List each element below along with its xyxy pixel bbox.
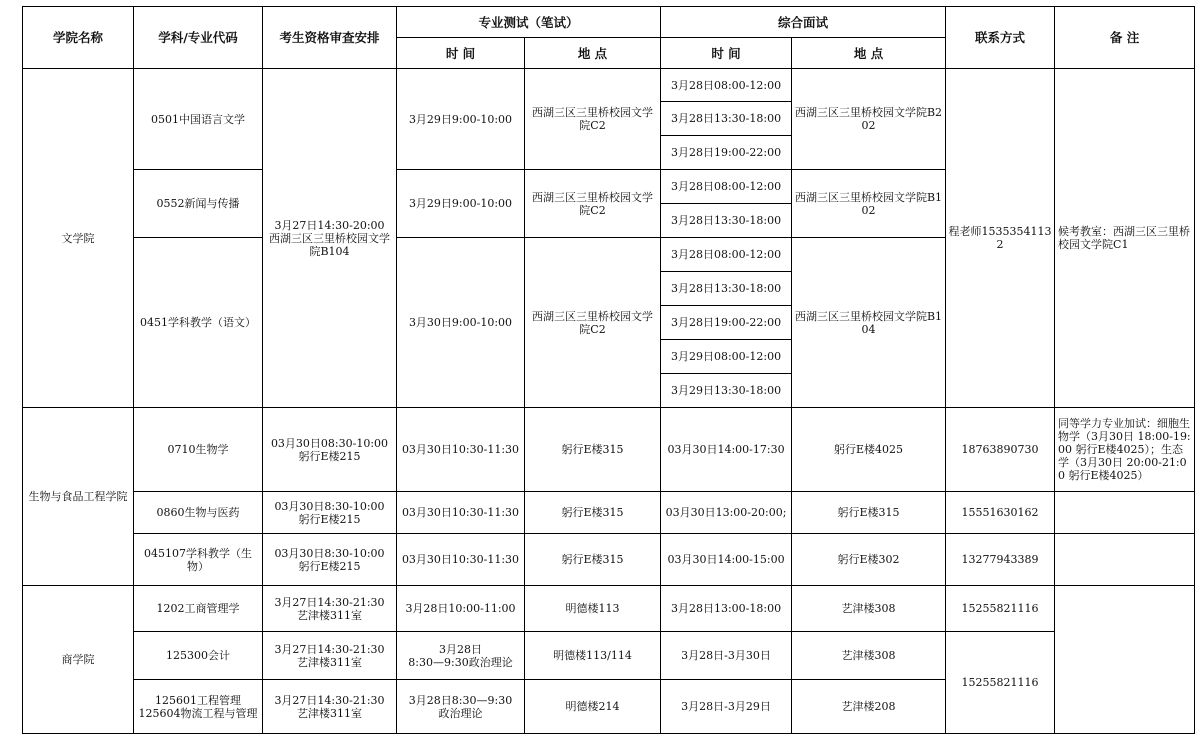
- table-row: [23, 586, 1195, 632]
- header-interview: 综合面试: [661, 7, 946, 38]
- note-cell: 候考教室：西湖三区三里桥校园文学院C1: [1055, 69, 1195, 408]
- contact-cell: 13277943389: [946, 534, 1055, 586]
- test-time: 03月30日10:30-11:30: [397, 492, 525, 534]
- header-test-time: 时 间: [397, 38, 525, 69]
- interview-time: 3月28日-3月29日: [661, 680, 792, 734]
- test-time: 3月29日9:00-10:00: [397, 69, 525, 170]
- qualification-cell: [263, 492, 397, 534]
- interview-time: 3月28日13:30-18:00: [661, 204, 792, 238]
- header-interview-place: 地 点: [792, 38, 946, 69]
- interview-place: 躬行E楼315: [792, 492, 946, 534]
- major-code-line: 125601工程管理: [155, 693, 241, 707]
- test-time: [397, 680, 525, 734]
- header-interview-time: 时 间: [661, 38, 792, 69]
- interview-place: 躬行E楼302: [792, 534, 946, 586]
- header-qualification: 考生资格审查安排: [263, 7, 397, 69]
- interview-time: 3月29日13:30-18:00: [661, 374, 792, 408]
- test-session: 政治理论: [438, 706, 483, 720]
- header-college: 学院名称: [23, 7, 134, 69]
- college-literature: 文学院: [23, 69, 134, 408]
- note-cell: 同等学力专业加试：细胞生物学（3月30日 18:00-19:00 躬行E楼4025）；生态学（3月30日 20:00-21:00 躬行E楼4025）: [1055, 408, 1195, 492]
- test-place: 西湖三区三里桥校园文学院C2: [525, 170, 661, 238]
- major-code: 0451学科教学（语文）: [134, 238, 263, 408]
- qualification-place: 艺津楼311室: [297, 706, 362, 720]
- major-code: 045107学科教学（生物）: [134, 534, 263, 586]
- major-code: 1202工商管理学: [134, 586, 263, 632]
- interview-time: 3月28日08:00-12:00: [661, 170, 792, 204]
- qualification-place: 艺津楼311室: [297, 608, 362, 622]
- table-row: [23, 632, 1195, 680]
- qualification-place: 躬行E楼215: [298, 449, 361, 463]
- table-row: [23, 69, 1195, 102]
- test-place: 西湖三区三里桥校园文学院C2: [525, 238, 661, 408]
- contact-cell: 15551630162: [946, 492, 1055, 534]
- interview-time: 3月29日08:00-12:00: [661, 340, 792, 374]
- header-major-code: 学科/专业代码: [134, 7, 263, 69]
- test-place: 明德楼113: [525, 586, 661, 632]
- major-code-line: 125604物流工程与管理: [138, 706, 258, 720]
- header-row-top: [23, 7, 1195, 38]
- note-cell: [1055, 534, 1195, 586]
- qualification-place: 躬行E楼215: [298, 559, 361, 573]
- qualification-place: 躬行E楼215: [298, 512, 361, 526]
- interview-place: 躬行E楼4025: [792, 408, 946, 492]
- note-cell: [1055, 586, 1195, 734]
- qualification-time: 03月30日08:30-10:00: [270, 436, 389, 450]
- header-test-place: 地 点: [525, 38, 661, 69]
- admission-schedule-table: [22, 6, 1195, 734]
- test-date: 3月28日8:30—9:30: [408, 693, 513, 707]
- table-row: [23, 408, 1195, 492]
- qualification-cell: [263, 534, 397, 586]
- contact-cell: 15255821116: [946, 586, 1055, 632]
- interview-time: 3月28日13:30-18:00: [661, 102, 792, 136]
- major-code: 0710生物学: [134, 408, 263, 492]
- test-time: 03月30日10:30-11:30: [397, 408, 525, 492]
- qualification-cell: [263, 69, 397, 408]
- test-place: 明德楼214: [525, 680, 661, 734]
- qualification-cell: [263, 632, 397, 680]
- test-place: 西湖三区三里桥校园文学院C2: [525, 69, 661, 170]
- interview-place: 艺津楼308: [792, 586, 946, 632]
- qualification-place: 西湖三区三里桥校园文学院B104: [269, 231, 390, 258]
- header-contact: 联系方式: [946, 7, 1055, 69]
- qualification-time: 03月30日8:30-10:00: [274, 546, 385, 560]
- test-session: 8:30—9:30政治理论: [408, 655, 513, 669]
- interview-place: 西湖三区三里桥校园文学院B202: [792, 69, 946, 170]
- college-business: 商学院: [23, 586, 134, 734]
- test-time: 3月28日10:00-11:00: [397, 586, 525, 632]
- table-row: [23, 534, 1195, 586]
- qualification-time: 3月27日14:30-20:00: [274, 218, 385, 232]
- test-time: [397, 632, 525, 680]
- major-code: 125300会计: [134, 632, 263, 680]
- contact-cell: 15255821116: [946, 632, 1055, 734]
- major-code: 0860生物与医药: [134, 492, 263, 534]
- interview-place: 西湖三区三里桥校园文学院B102: [792, 170, 946, 238]
- interview-time: 3月28日08:00-12:00: [661, 69, 792, 102]
- test-place: 躬行E楼315: [525, 492, 661, 534]
- test-place: 躬行E楼315: [525, 534, 661, 586]
- interview-place: 艺津楼308: [792, 632, 946, 680]
- interview-time: 3月28日19:00-22:00: [661, 306, 792, 340]
- college-biology: 生物与食品工程学院: [23, 408, 134, 586]
- test-date: 3月28日: [439, 642, 482, 656]
- test-time: 03月30日10:30-11:30: [397, 534, 525, 586]
- table-row: [23, 492, 1195, 534]
- contact-cell: 程老师15353541132: [946, 69, 1055, 408]
- interview-time: 03月30日14:00-17:30: [661, 408, 792, 492]
- interview-time: 3月28日13:00-18:00: [661, 586, 792, 632]
- interview-time: 03月30日14:00-15:00: [661, 534, 792, 586]
- test-place: 躬行E楼315: [525, 408, 661, 492]
- qualification-cell: [263, 586, 397, 632]
- interview-time: 3月28日-3月30日: [661, 632, 792, 680]
- qualification-time: 3月27日14:30-21:30: [274, 693, 385, 707]
- qualification-cell: [263, 408, 397, 492]
- interview-time: 3月28日13:30-18:00: [661, 272, 792, 306]
- qualification-time: 3月27日14:30-21:30: [274, 595, 385, 609]
- qualification-time: 03月30日8:30-10:00: [274, 499, 385, 513]
- qualification-place: 艺津楼311室: [297, 655, 362, 669]
- qualification-cell: [263, 680, 397, 734]
- header-written-test: 专业测试（笔试）: [397, 7, 661, 38]
- note-cell: [1055, 492, 1195, 534]
- interview-time: 3月28日08:00-12:00: [661, 238, 792, 272]
- test-time: 3月29日9:00-10:00: [397, 170, 525, 238]
- major-code: 0552新闻与传播: [134, 170, 263, 238]
- major-code: 0501中国语言文学: [134, 69, 263, 170]
- interview-place: 艺津楼208: [792, 680, 946, 734]
- header-note: 备 注: [1055, 7, 1195, 69]
- major-code: [134, 680, 263, 734]
- qualification-time: 3月27日14:30-21:30: [274, 642, 385, 656]
- interview-time: 3月28日19:00-22:00: [661, 136, 792, 170]
- test-place: 明德楼113/114: [525, 632, 661, 680]
- interview-time: 03月30日13:00-20:00;: [661, 492, 792, 534]
- test-time: 3月30日9:00-10:00: [397, 238, 525, 408]
- contact-cell: 18763890730: [946, 408, 1055, 492]
- interview-place: 西湖三区三里桥校园文学院B104: [792, 238, 946, 408]
